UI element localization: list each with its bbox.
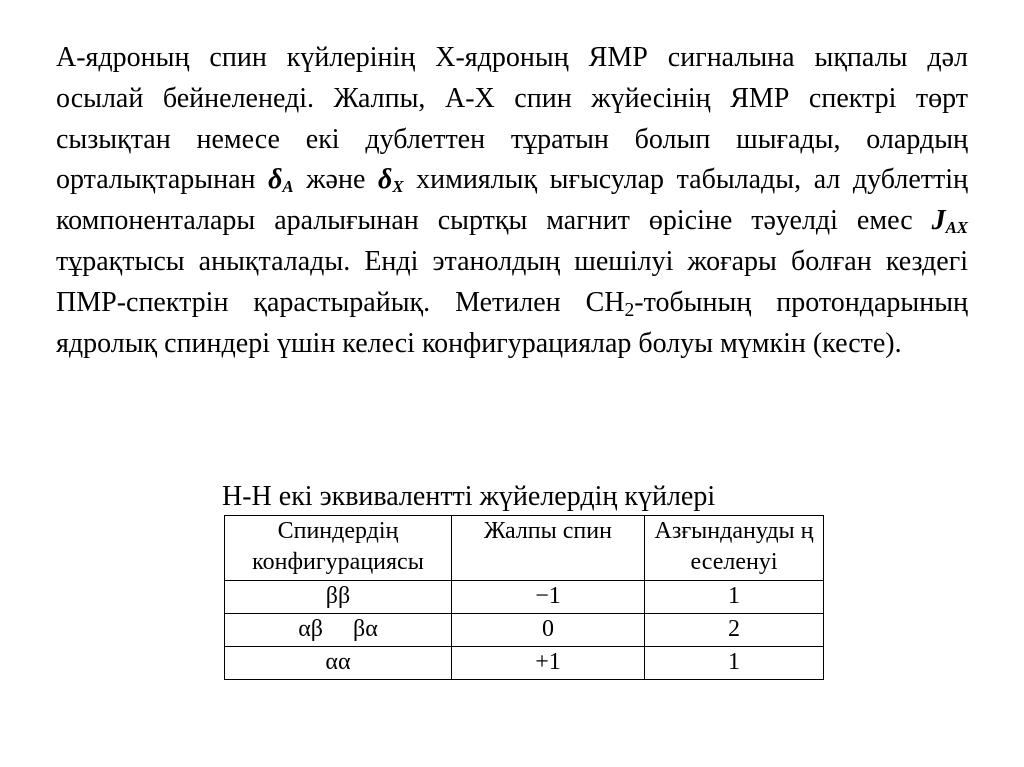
cell-degeneracy: 1 [645,581,824,614]
body-paragraph: А-ядроның спин күйлерінің Х-ядроның ЯМР сигналына ықпалы дәл осылай бейнеленеді. Жалпы, А-Х спин жүйесінің ЯМР спектрі төрт сызықтан немесе екі дублеттен тұратын болып шығады, олардың орталықтарынан $\delta_A$ және $\delta_X$ химиялық ығысулар табылады, ал дублеттің компоненталары аралығынан сыртқы магнит өрісіне тәуелді емес $J_{AX}$ тұрақтысы анықталады. Енді этанолдың шешілуі жоғары болған кездегі ПМР-спектрін қарастырайық. Метилен $CH_2$-тобының протондарының ядролық спиндері үшін келесі конфигурациялар болуы мүмкін (кесте). [56,42,969,359]
cell-configuration: ββ [225,581,452,614]
cell-total-spin: 0 [452,614,645,647]
table-row [225,614,824,647]
table-row [225,581,824,614]
header-total-spin: Жалпы спин [452,516,645,581]
spin-states-table [224,515,824,680]
cell-total-spin: +1 [452,647,645,680]
delta-a-symbol: $\delta_A$ [268,164,294,197]
table-header-row [225,516,824,581]
cell-degeneracy: 1 [645,647,824,680]
table-caption: H-H екі эквивалентті жүйелердің күйлері [222,481,716,512]
delta-x-symbol: $\delta_X$ [377,164,404,197]
cell-configuration: αα [225,647,452,680]
cell-configuration: αβ βα [225,614,452,647]
cell-degeneracy: 2 [645,614,824,647]
header-configuration: Спиндердің конфигурациясы [225,516,452,581]
header-degeneracy: Азғындануды ң еселенуі [645,516,824,581]
cell-total-spin: −1 [452,581,645,614]
table-row [225,647,824,680]
j-ax-symbol: $J_{AX}$ [931,205,968,238]
